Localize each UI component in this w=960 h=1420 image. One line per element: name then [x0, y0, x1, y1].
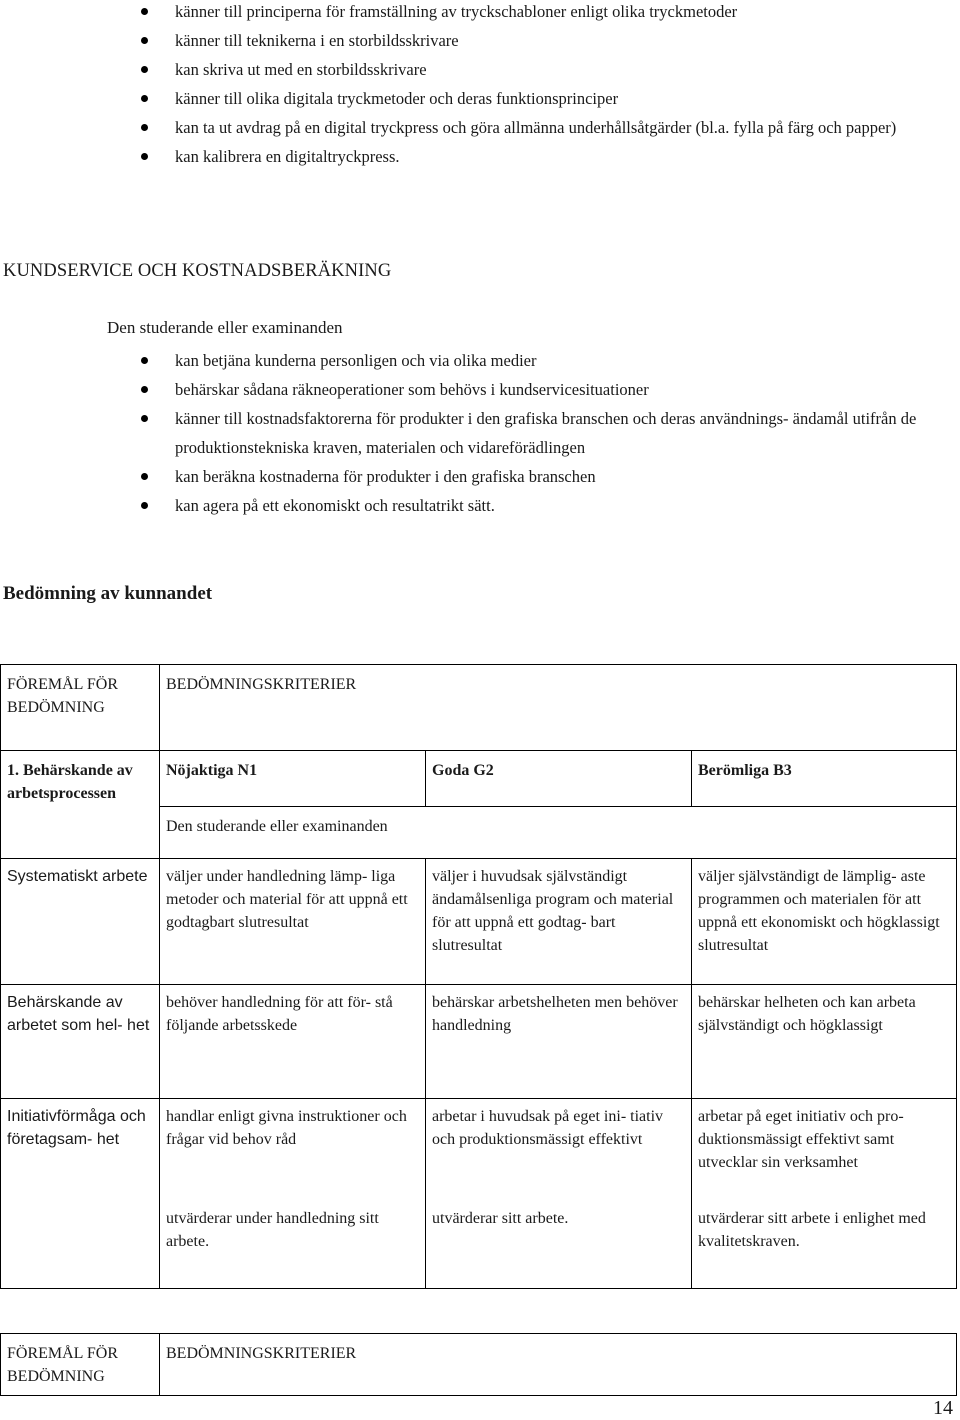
list-item: kan kalibrera en digitaltryckpress.: [0, 142, 960, 171]
criteria-cell: arbetar i huvudsak på eget ini- tiativ och produktionsmässigt effektivt: [426, 1099, 692, 1201]
intro-text: Den studerande eller examinanden: [107, 318, 343, 337]
criteria-table: [0, 664, 957, 1289]
criteria-cell: arbetar på eget initiativ och pro- duktionsmässigt effektivt samt utvecklar sin verksamhet: [692, 1099, 957, 1201]
criteria-cell: utvärderar sitt arbete i enlighet med kvalitetskraven.: [692, 1201, 957, 1289]
list-item: kan agera på ett ekonomiskt och resultatrikt sätt.: [0, 491, 960, 520]
criteria-cell: handlar enligt givna instruktioner och frågar vid behov råd: [160, 1099, 426, 1201]
page-number: 14: [933, 1397, 953, 1419]
list-item: känner till kostnadsfaktorerna för produkter i den grafiska branschen och deras användnings- ändamål utifrån de produktionstekniska kraven, materialen och vidareförädlingen: [0, 404, 960, 462]
list-item: behärskar sådana räkneoperationer som behövs i kundservicesituationer: [0, 375, 960, 404]
criteria-cell: utvärderar sitt arbete.: [426, 1201, 692, 1289]
list-item: kan ta ut avdrag på en digital tryckpress och göra allmänna underhållsåtgärder (bl.a. fylla på färg och papper): [0, 113, 960, 142]
kundservice-bullet-list: [0, 346, 960, 520]
header-assessment-object: FÖREMÅL FÖR BEDÖMNING: [1, 665, 160, 751]
criteria-table-continued: [0, 1333, 957, 1396]
section-heading-bedomning: Bedömning av kunnandet: [3, 583, 213, 604]
criteria-cell: väljer i huvudsak självständigt ändamålsenliga program och material för att uppnå ett godtag- bart slutresultat: [426, 859, 692, 985]
list-item: känner till teknikerna i en storbildsskrivare: [0, 26, 960, 55]
criteria-cell: väljer under handledning lämp- liga metoder och material för att uppnå ett godtagbart slutresultat: [160, 859, 426, 985]
level-b3: Berömliga B3: [692, 751, 957, 807]
criteria-cell: väljer självständigt de lämplig- aste programmen och materialen för att uppnå ett ekonomiskt och högklassigt slutresultat: [692, 859, 957, 985]
section-label: 1. Behärskande av arbetsprocessen: [1, 751, 160, 859]
list-item: känner till principerna för framställning av tryckschabloner enligt olika tryckmetoder: [0, 0, 960, 26]
subject-line: Den studerande eller examinanden: [160, 807, 957, 859]
criteria-cell: behärskar helheten och kan arbeta självständigt och högklassigt: [692, 985, 957, 1099]
list-item: känner till olika digitala tryckmetoder och deras funktionsprinciper: [0, 84, 960, 113]
header-criteria: BEDÖMNINGSKRITERIER: [160, 1334, 957, 1396]
header-assessment-object: FÖREMÅL FÖR BEDÖMNING: [1, 1334, 160, 1396]
list-item: kan skriva ut med en storbildsskrivare: [0, 55, 960, 84]
section-heading-kundservice: KUNDSERVICE OCH KOSTNADSBERÄKNING: [3, 261, 392, 281]
row-label: Behärskande av arbetet som hel- het: [1, 985, 160, 1099]
row-label: Initiativförmåga och företagsam- het: [1, 1099, 160, 1289]
row-label: Systematiskt arbete: [1, 859, 160, 985]
criteria-cell: behöver handledning för att för- stå följande arbetsskede: [160, 985, 426, 1099]
level-n1: Nöjaktiga N1: [160, 751, 426, 807]
list-item: kan beräkna kostnaderna för produkter i den grafiska branschen: [0, 462, 960, 491]
criteria-cell: utvärderar under handledning sitt arbete.: [160, 1201, 426, 1289]
level-g2: Goda G2: [426, 751, 692, 807]
criteria-cell: behärskar arbetshelheten men behöver handledning: [426, 985, 692, 1099]
top-bullet-list: [0, 0, 960, 171]
header-criteria: BEDÖMNINGSKRITERIER: [160, 665, 957, 751]
list-item: kan betjäna kunderna personligen och via olika medier: [0, 346, 960, 375]
